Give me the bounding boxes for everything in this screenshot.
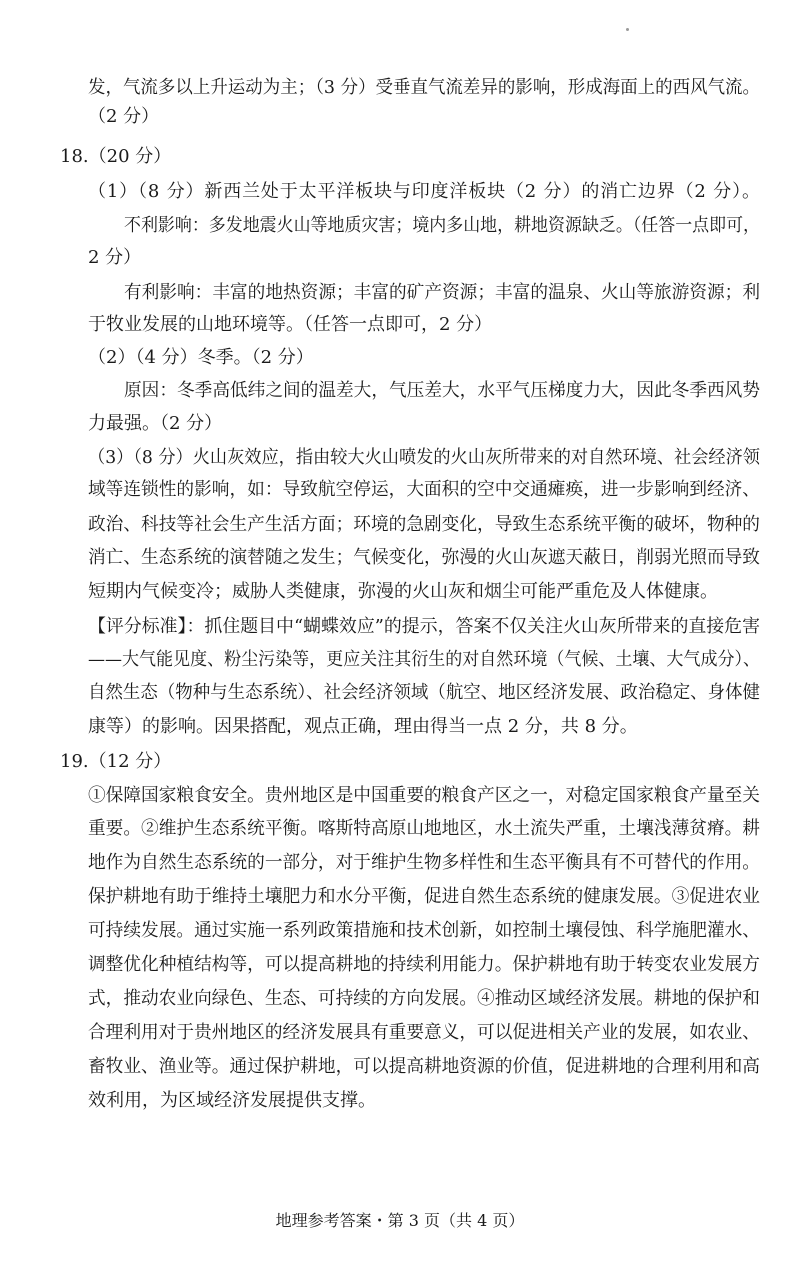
- text-line: 式，推动农业向绿色、生态、可持续的方向发展。④推动区域经济发展。耕地的保护和: [88, 988, 760, 1009]
- scoring-standard: 【评分标准】：抓住题目中“蝴蝶效应”的提示，答案不仅关注火山灰所带来的直接危害: [88, 616, 760, 637]
- text-line: 康等）的影响。因果搭配，观点正确，理由得当一点 2 分，共 8 分。: [88, 716, 638, 737]
- text-line: 消亡、生态系统的演替随之发生；气候变化，弥漫的火山灰遮天蔽日，削弱光照而导致: [88, 547, 760, 568]
- question-18-heading: 18.（20 分）: [60, 146, 172, 167]
- text-line: 政治、科技等社会生产生活方面；环境的急剧变化，导致生态系统平衡的破坏，物种的: [88, 514, 760, 535]
- text-line: 保护耕地有助于维持土壤肥力和水分平衡，促进自然生态系统的健康发展。③促进农业: [88, 886, 760, 907]
- text-line: 畜牧业、渔业等。通过保护耕地，可以提高耕地资源的价值，促进耕地的合理利用和高: [88, 1056, 760, 1077]
- text-line: 原因：冬季高低纬之间的温差大，气压差大，水平气压梯度力大，因此冬季西风势: [124, 380, 760, 401]
- question-19-heading: 19.（12 分）: [60, 751, 172, 772]
- text-line: 不利影响：多发地震火山等地质灾害；境内多山地，耕地资源缺乏。（任答一点即可，: [124, 215, 760, 236]
- text-line: ①保障国家粮食安全。贵州地区是中国重要的粮食产区之一，对稳定国家粮食产量至关: [88, 785, 760, 806]
- text-line: ——大气能见度、粉尘污染等，更应关注其衍生的对自然环境（气候、土壤、大气成分）、: [88, 649, 760, 670]
- text-line: 有利影响：丰富的地热资源；丰富的矿产资源；丰富的温泉、火山等旅游资源；利: [124, 282, 760, 303]
- text-line: 2 分）: [88, 247, 142, 268]
- text-line: 地作为自然生态系统的一部分，对于维护生物多样性和生态平衡具有不可替代的作用。: [88, 852, 760, 873]
- text-line: （2 分）: [88, 106, 160, 127]
- text-line: 合理利用对于贵州地区的经济发展具有重要意义，可以促进相关产业的发展，如农业、: [88, 1022, 760, 1043]
- text-line: 效利用，为区域经济发展提供支撑。: [88, 1090, 376, 1111]
- page-footer: 地理参考答案・第 3 页（共 4 页）: [275, 1211, 525, 1230]
- text-line: 重要。②维护生态系统平衡。喀斯特高原山地地区，水土流失严重，土壤浅薄贫瘠。耕: [88, 818, 760, 839]
- text-line: 域等连锁性的影响，如：导致航空停运，大面积的空中交通瘫痪，进一步影响到经济、: [88, 479, 760, 500]
- text-line: 力最强。（2 分）: [88, 413, 223, 434]
- text-line: （3）（8 分）火山灰效应，指由较大火山喷发的火山灰所带来的对自然环境、社会经济领: [88, 447, 760, 468]
- text-line: 于牧业发展的山地环境等。（任答一点即可，2 分）: [88, 314, 493, 335]
- text-line: 可持续发展。通过实施一系列政策措施和技术创新，如控制土壤侵蚀、科学施肥灌水、: [88, 920, 760, 941]
- text-line: （1）（8 分）新西兰处于太平洋板块与印度洋板块（2 分）的消亡边界（2 分）。: [88, 181, 761, 202]
- text-line: 短期内气候变冷；威胁人类健康，弥漫的火山灰和烟尘可能严重危及人体健康。: [88, 581, 718, 602]
- text-line: 自然生态（物种与生态系统）、社会经济领域（航空、地区经济发展、政治稳定、身体健: [88, 682, 760, 703]
- text-line: 调整优化种植结构等，可以提高耕地的持续利用能力。保护耕地有助于转变农业发展方: [88, 954, 760, 975]
- text-line: （2）（4 分）冬季。（2 分）: [88, 347, 314, 368]
- scan-dot: [626, 28, 629, 31]
- text-line: 发，气流多以上升运动为主；（3 分）受垂直气流差异的影响，形成海面上的西风气流。: [88, 77, 760, 98]
